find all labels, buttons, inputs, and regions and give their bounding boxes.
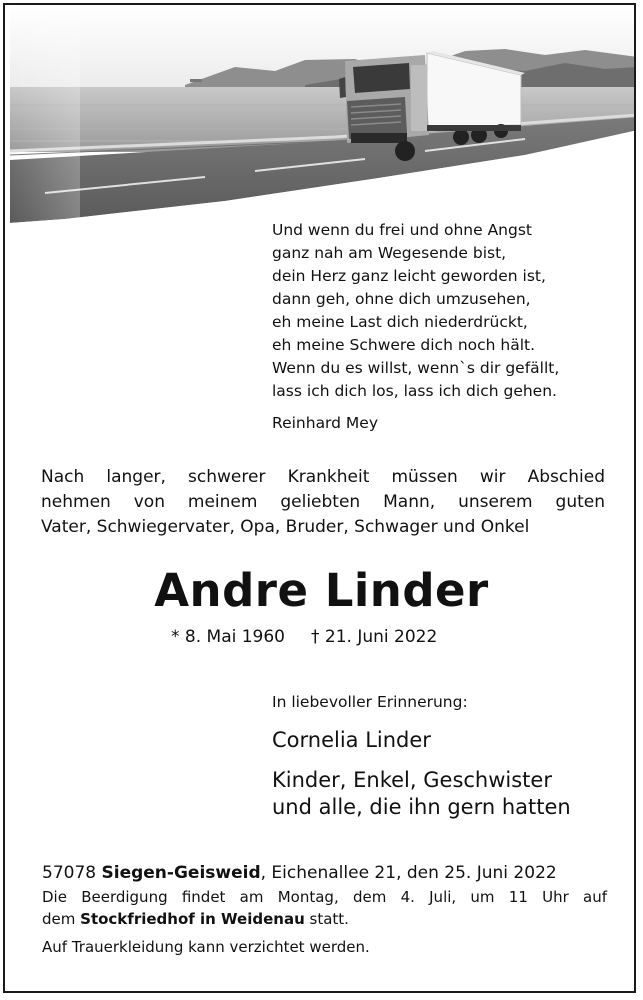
family-line: und alle, die ihn gern hatten xyxy=(272,795,571,819)
address-line xyxy=(42,860,607,886)
poem-line: dein Herz ganz leicht geworden ist, xyxy=(272,267,546,285)
intro-line: Vater, Schwiegervater, Opa, Bruder, Schwager und Onkel xyxy=(41,517,530,537)
poem-line: eh meine Last dich niederdrückt, xyxy=(272,313,528,331)
funeral-line xyxy=(42,908,607,930)
intro-line: Nach langer, schwerer Krankheit müssen wir Abschied xyxy=(41,467,605,487)
signer-name: Cornelia Linder xyxy=(272,728,431,752)
postcode: 57078 xyxy=(42,863,97,883)
poem-line: lass ich dich los, lass ich dich gehen. xyxy=(272,382,557,400)
memory-label: In liebevoller Erinnerung: xyxy=(272,693,468,711)
birth-date: * 8. Mai 1960 xyxy=(171,627,286,647)
poem xyxy=(272,219,632,435)
poem-author: Reinhard Mey xyxy=(272,414,379,432)
funeral-line: Die Beerdigung findet am Montag, dem 4. Juli, um 11 Uhr auf xyxy=(42,888,607,906)
family-mourners xyxy=(272,767,632,821)
memory-block xyxy=(272,691,632,821)
funeral-pre: dem xyxy=(42,910,81,928)
address-rest: , Eichenallee 21, den 25. Juni 2022 xyxy=(260,863,557,883)
poem-line: ganz nah am Wegesende bist, xyxy=(272,244,507,262)
life-dates xyxy=(171,624,571,650)
footer xyxy=(42,860,607,958)
city: Siegen-Geisweid xyxy=(101,863,261,883)
poem-line: dann geh, ohne dich umzusehen, xyxy=(272,290,531,308)
poem-line: eh meine Schwere dich noch hält. xyxy=(272,336,536,354)
death-date: † 21. Juni 2022 xyxy=(311,627,438,647)
poem-line: Wenn du es willst, wenn`s dir gefällt, xyxy=(272,359,560,377)
dress-note: Auf Trauerkleidung kann verzichtet werden. xyxy=(42,938,370,956)
poem-line: Und wenn du frei und ohne Angst xyxy=(272,221,532,239)
cemetery-name: Stockfriedhof in Weidenau xyxy=(80,910,305,928)
funeral-post: statt. xyxy=(304,910,349,928)
family-line: Kinder, Enkel, Geschwister xyxy=(272,768,552,792)
obituary-card xyxy=(3,3,636,993)
deceased-name: Andre Linder xyxy=(154,564,489,617)
intro-text xyxy=(41,465,605,540)
intro-line: nehmen von meinem geliebten Mann, unserem guten xyxy=(41,492,605,512)
hero-truck-photo xyxy=(5,5,636,225)
